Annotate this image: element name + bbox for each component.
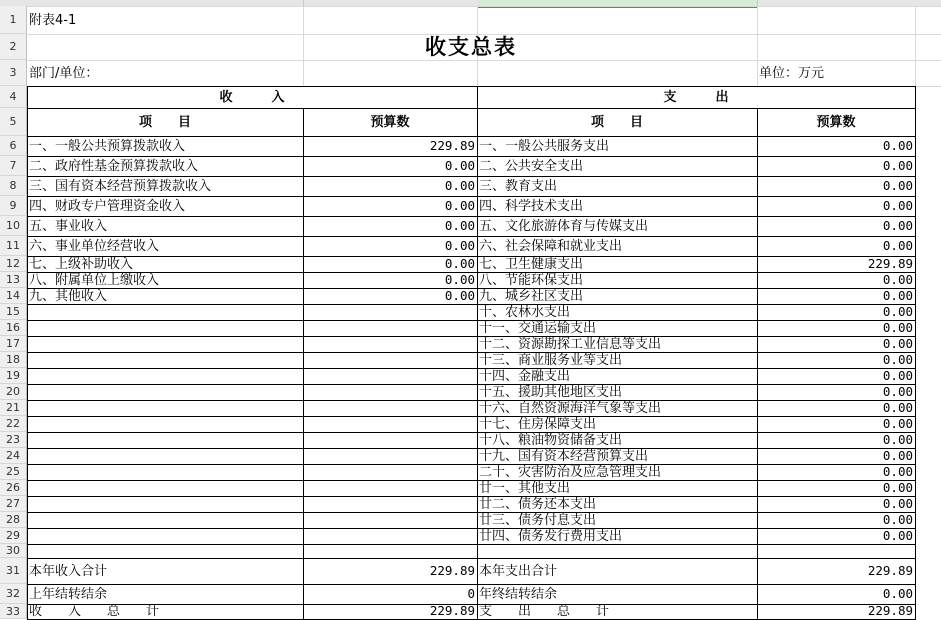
row-header[interactable]: 29 bbox=[0, 528, 27, 544]
expense-item-value[interactable]: 0.00 bbox=[882, 137, 913, 153]
expense-header[interactable]: 支 出 bbox=[663, 89, 729, 105]
income-item-name[interactable]: 九、其他收入 bbox=[29, 288, 108, 304]
income-header[interactable]: 收 入 bbox=[219, 89, 285, 105]
row-header[interactable]: 16 bbox=[0, 320, 27, 336]
income-grand-total-label[interactable]: 收 入 总 计 bbox=[29, 604, 160, 619]
expense-item-value[interactable]: 0.00 bbox=[882, 495, 913, 511]
expense-item-name[interactable]: 廿三、债务付息支出 bbox=[479, 512, 597, 528]
income-item-value[interactable]: 0.00 bbox=[444, 287, 475, 303]
expense-item-name[interactable]: 廿一、其他支出 bbox=[479, 480, 571, 496]
expense-item-name[interactable]: 九、城乡社区支出 bbox=[479, 288, 584, 304]
expense-item-value[interactable]: 0.00 bbox=[882, 479, 913, 495]
expense-item-name[interactable]: 十五、援助其他地区支出 bbox=[479, 384, 623, 400]
expense-item-name[interactable]: 八、节能环保支出 bbox=[479, 272, 584, 288]
expense-item-value[interactable]: 0.00 bbox=[882, 351, 913, 367]
carry-out-label[interactable]: 年终结转结余 bbox=[479, 586, 558, 602]
row-header[interactable]: 2 bbox=[0, 34, 27, 60]
expense-item-name[interactable]: 十二、资源勘探工业信息等支出 bbox=[479, 336, 662, 352]
expense-item-name[interactable]: 廿二、债务还本支出 bbox=[479, 496, 597, 512]
expense-item-name[interactable]: 十六、自然资源海洋气象等支出 bbox=[479, 400, 662, 416]
expense-item-name[interactable]: 十一、交通运输支出 bbox=[479, 320, 597, 336]
expense-item-value[interactable]: 0.00 bbox=[882, 383, 913, 399]
expense-item-value[interactable]: 0.00 bbox=[882, 217, 913, 233]
expense-year-total-value[interactable]: 229.89 bbox=[867, 562, 913, 578]
income-item-value[interactable]: 0.00 bbox=[444, 157, 475, 173]
expense-item-value[interactable]: 0.00 bbox=[882, 431, 913, 447]
expense-item-name[interactable]: 十四、金融支出 bbox=[479, 368, 571, 384]
income-item-value[interactable]: 0.00 bbox=[444, 217, 475, 233]
expense-item-value[interactable]: 0.00 bbox=[882, 399, 913, 415]
income-item-name[interactable]: 六、事业单位经营收入 bbox=[29, 238, 160, 254]
department-label[interactable]: 部门/单位： bbox=[29, 65, 99, 81]
row-header[interactable]: 18 bbox=[0, 352, 27, 368]
expense-item-name[interactable]: 十九、国有资本经营预算支出 bbox=[479, 448, 649, 464]
row-header[interactable]: 25 bbox=[0, 464, 27, 480]
expense-item-name[interactable]: 一、一般公共服务支出 bbox=[479, 138, 610, 154]
row-header[interactable]: 15 bbox=[0, 304, 27, 320]
carry-in-value[interactable]: 0 bbox=[467, 585, 475, 601]
income-year-total-value[interactable]: 229.89 bbox=[429, 562, 475, 578]
row-header[interactable]: 22 bbox=[0, 416, 27, 432]
row-header[interactable]: 9 bbox=[0, 196, 27, 216]
expense-item-name[interactable]: 三、教育支出 bbox=[479, 178, 558, 194]
expense-item-value[interactable]: 0.00 bbox=[882, 463, 913, 479]
income-item-name[interactable]: 四、财政专户管理资金收入 bbox=[29, 198, 186, 214]
row-header[interactable]: 21 bbox=[0, 400, 27, 416]
expense-item-value[interactable]: 0.00 bbox=[882, 511, 913, 527]
row-header[interactable]: 1 bbox=[0, 6, 27, 34]
expense-item-name[interactable]: 廿四、债务发行费用支出 bbox=[479, 528, 623, 544]
expense-grand-total-value[interactable]: 229.89 bbox=[867, 603, 913, 619]
expense-item-value[interactable]: 0.00 bbox=[882, 287, 913, 303]
row-header[interactable]: 7 bbox=[0, 156, 27, 176]
row-header[interactable]: 33 bbox=[0, 604, 27, 619]
income-item-header[interactable]: 项 目 bbox=[138, 114, 191, 130]
income-item-name[interactable]: 一、一般公共预算拨款收入 bbox=[29, 138, 186, 154]
row-header[interactable]: 26 bbox=[0, 480, 27, 496]
row-header[interactable]: 8 bbox=[0, 176, 27, 196]
row-header[interactable]: 3 bbox=[0, 60, 27, 86]
income-item-value[interactable]: 0.00 bbox=[444, 255, 475, 271]
page-title[interactable]: 收支总表 bbox=[425, 34, 517, 59]
expense-budget-header[interactable]: 预算数 bbox=[816, 114, 856, 130]
expense-item-name[interactable]: 十七、住房保障支出 bbox=[479, 416, 597, 432]
income-budget-header[interactable]: 预算数 bbox=[370, 114, 410, 130]
table-border bbox=[915, 86, 916, 619]
expense-item-name[interactable]: 二、公共安全支出 bbox=[479, 158, 584, 174]
row-header[interactable]: 12 bbox=[0, 256, 27, 272]
expense-item-value[interactable]: 0.00 bbox=[882, 237, 913, 253]
expense-item-name[interactable]: 六、社会保障和就业支出 bbox=[479, 238, 623, 254]
expense-item-name[interactable]: 二十、灾害防治及应急管理支出 bbox=[479, 464, 662, 480]
row-header[interactable]: 32 bbox=[0, 584, 27, 604]
income-item-name[interactable]: 二、政府性基金预算拨款收入 bbox=[29, 158, 199, 174]
expense-item-value[interactable]: 0.00 bbox=[882, 367, 913, 383]
expense-item-value[interactable]: 0.00 bbox=[882, 157, 913, 173]
income-item-name[interactable]: 八、附属单位上缴收入 bbox=[29, 272, 160, 288]
row-header[interactable]: 19 bbox=[0, 368, 27, 384]
row-header[interactable]: 17 bbox=[0, 336, 27, 352]
row-header[interactable]: 4 bbox=[0, 86, 27, 108]
income-item-value[interactable]: 0.00 bbox=[444, 237, 475, 253]
expense-item-name[interactable]: 十、农林水支出 bbox=[479, 304, 571, 320]
row-header[interactable]: 5 bbox=[0, 108, 27, 136]
table-border bbox=[27, 544, 916, 545]
row-header[interactable]: 27 bbox=[0, 496, 27, 512]
expense-item-value[interactable]: 0.00 bbox=[882, 527, 913, 543]
expense-item-value[interactable]: 0.00 bbox=[882, 271, 913, 287]
row-header[interactable]: 20 bbox=[0, 384, 27, 400]
expense-item-value[interactable]: 0.00 bbox=[882, 415, 913, 431]
row-header[interactable]: 10 bbox=[0, 216, 27, 236]
attachment-label[interactable]: 附表4-1 bbox=[29, 12, 77, 28]
expense-item-name[interactable]: 四、科学技术支出 bbox=[479, 198, 584, 214]
row-header[interactable]: 14 bbox=[0, 288, 27, 304]
income-year-total-label[interactable]: 本年收入合计 bbox=[29, 563, 108, 579]
expense-item-value[interactable]: 0.00 bbox=[882, 197, 913, 213]
income-item-name[interactable]: 五、事业收入 bbox=[29, 218, 108, 234]
expense-item-name[interactable]: 十三、商业服务业等支出 bbox=[479, 352, 623, 368]
expense-item-value[interactable]: 229.89 bbox=[867, 255, 913, 271]
row-header[interactable]: 24 bbox=[0, 448, 27, 464]
row-header[interactable]: 11 bbox=[0, 236, 27, 256]
expense-item-header[interactable]: 项 目 bbox=[590, 114, 643, 130]
expense-year-total-label[interactable]: 本年支出合计 bbox=[479, 563, 558, 579]
expense-item-value[interactable]: 0.00 bbox=[882, 303, 913, 319]
carry-in-label[interactable]: 上年结转结余 bbox=[29, 586, 108, 602]
row-header[interactable]: 31 bbox=[0, 558, 27, 584]
expense-item-name[interactable]: 五、文化旅游体育与传媒支出 bbox=[479, 218, 649, 234]
income-item-value[interactable]: 0.00 bbox=[444, 197, 475, 213]
expense-item-value[interactable]: 0.00 bbox=[882, 335, 913, 351]
row-header[interactable]: 6 bbox=[0, 136, 27, 156]
row-header[interactable]: 30 bbox=[0, 544, 27, 558]
income-item-name[interactable]: 七、上级补助收入 bbox=[29, 256, 134, 272]
expense-item-name[interactable]: 十八、粮油物资储备支出 bbox=[479, 432, 623, 448]
expense-item-name[interactable]: 七、卫生健康支出 bbox=[479, 256, 584, 272]
expense-item-value[interactable]: 0.00 bbox=[882, 319, 913, 335]
income-item-name[interactable]: 三、国有资本经营预算拨款收入 bbox=[29, 178, 212, 194]
unit-label[interactable]: 单位：万元 bbox=[759, 65, 825, 81]
income-grand-total-value[interactable]: 229.89 bbox=[429, 603, 475, 619]
expense-grand-total-label[interactable]: 支 出 总 计 bbox=[479, 604, 610, 619]
expense-item-value[interactable]: 0.00 bbox=[882, 447, 913, 463]
income-item-value[interactable]: 0.00 bbox=[444, 271, 475, 287]
row-header[interactable]: 13 bbox=[0, 272, 27, 288]
row-header[interactable]: 23 bbox=[0, 432, 27, 448]
carry-out-value[interactable]: 0.00 bbox=[882, 585, 913, 601]
row-header[interactable]: 28 bbox=[0, 512, 27, 528]
income-item-value[interactable]: 0.00 bbox=[444, 177, 475, 193]
income-item-value[interactable]: 229.89 bbox=[429, 137, 475, 153]
expense-item-value[interactable]: 0.00 bbox=[882, 177, 913, 193]
